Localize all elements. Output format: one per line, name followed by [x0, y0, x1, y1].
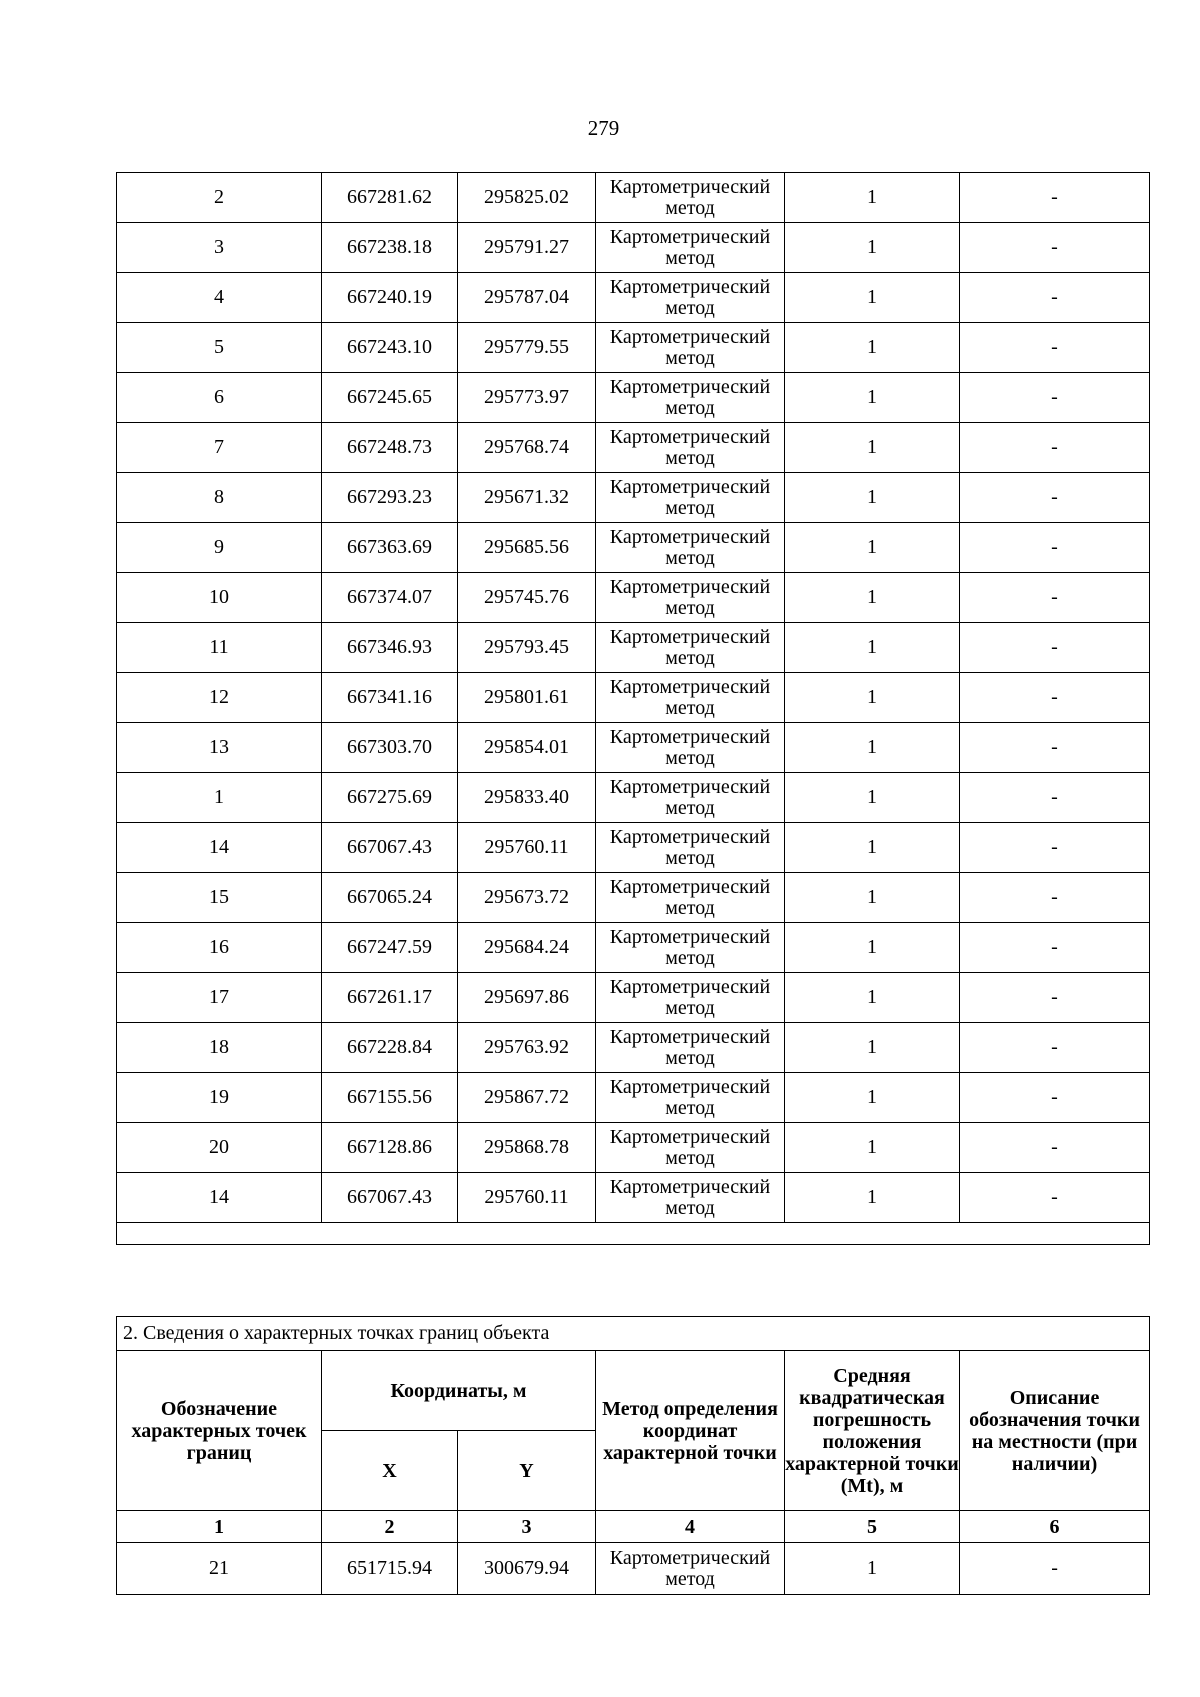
error-cell: 1: [785, 1073, 960, 1123]
description-cell: -: [960, 373, 1150, 423]
method-cell: Картометрический метод: [596, 1173, 785, 1223]
description-cell: -: [960, 873, 1150, 923]
y-coordinate-cell: 295801.61: [458, 673, 596, 723]
table-row: [117, 273, 1150, 323]
error-cell: 1: [785, 673, 960, 723]
table-row: [117, 973, 1150, 1023]
x-coordinate-cell: 667374.07: [322, 573, 458, 623]
error-cell: 1: [785, 1173, 960, 1223]
x-coordinate-cell: 667067.43: [322, 1173, 458, 1223]
table-row: [117, 1023, 1150, 1073]
method-cell: Картометрический метод: [596, 1123, 785, 1173]
header-point-designation: Обозначение характерных точек границ: [117, 1351, 322, 1511]
method-cell: Картометрический метод: [596, 1543, 785, 1595]
table-row: [117, 723, 1150, 773]
method-cell: Картометрический метод: [596, 1073, 785, 1123]
x-coordinate-cell: 667067.43: [322, 823, 458, 873]
table-row: [117, 923, 1150, 973]
x-coordinate-cell: 667275.69: [322, 773, 458, 823]
table-row: [117, 423, 1150, 473]
error-cell: 1: [785, 573, 960, 623]
x-coordinate-cell: 667245.65: [322, 373, 458, 423]
table-row: [117, 473, 1150, 523]
x-coordinate-cell: 667261.17: [322, 973, 458, 1023]
coordinates-table-continuation: [116, 172, 1150, 1245]
column-number: 1: [117, 1511, 322, 1543]
description-cell: -: [960, 423, 1150, 473]
description-cell: -: [960, 1023, 1150, 1073]
point-number-cell: 11: [117, 623, 322, 673]
error-cell: 1: [785, 1023, 960, 1073]
description-cell: -: [960, 173, 1150, 223]
page-number: 279: [587, 116, 620, 140]
point-number-cell: 20: [117, 1123, 322, 1173]
coordinates-table-body: [117, 173, 1150, 1245]
table-row: [117, 1543, 1150, 1595]
description-cell: -: [960, 223, 1150, 273]
boundary-points-table-body: [117, 1543, 1150, 1595]
y-coordinate-cell: 295685.56: [458, 523, 596, 573]
point-number-cell: 16: [117, 923, 322, 973]
x-coordinate-cell: 667128.86: [322, 1123, 458, 1173]
method-cell: Картометрический метод: [596, 873, 785, 923]
x-coordinate-cell: 667065.24: [322, 873, 458, 923]
table-row: [117, 373, 1150, 423]
description-cell: -: [960, 923, 1150, 973]
y-coordinate-cell: 295773.97: [458, 373, 596, 423]
method-cell: Картометрический метод: [596, 923, 785, 973]
point-number-cell: 3: [117, 223, 322, 273]
error-cell: 1: [785, 173, 960, 223]
error-cell: 1: [785, 973, 960, 1023]
y-coordinate-cell: 295854.01: [458, 723, 596, 773]
point-number-cell: 13: [117, 723, 322, 773]
point-number-cell: 14: [117, 1173, 322, 1223]
description-cell: -: [960, 973, 1150, 1023]
error-cell: 1: [785, 323, 960, 373]
error-cell: 1: [785, 773, 960, 823]
y-coordinate-cell: 295793.45: [458, 623, 596, 673]
error-cell: 1: [785, 223, 960, 273]
y-coordinate-cell: 295684.24: [458, 923, 596, 973]
point-number-cell: 17: [117, 973, 322, 1023]
table-row: [117, 523, 1150, 573]
point-number-cell: 15: [117, 873, 322, 923]
column-number: 6: [960, 1511, 1150, 1543]
y-coordinate-cell: 295671.32: [458, 473, 596, 523]
table-row: [117, 1073, 1150, 1123]
column-number: 3: [458, 1511, 596, 1543]
point-number-cell: 19: [117, 1073, 322, 1123]
error-cell: 1: [785, 823, 960, 873]
point-number-cell: 12: [117, 673, 322, 723]
point-number-cell: 5: [117, 323, 322, 373]
error-cell: 1: [785, 423, 960, 473]
method-cell: Картометрический метод: [596, 1023, 785, 1073]
method-cell: Картометрический метод: [596, 673, 785, 723]
column-number: 5: [785, 1511, 960, 1543]
method-cell: Картометрический метод: [596, 473, 785, 523]
header-error: Средняя квадратическая погрешность положения характерной точки (Mt), м: [785, 1351, 960, 1511]
error-cell: 1: [785, 523, 960, 573]
column-number: 2: [322, 1511, 458, 1543]
x-coordinate-cell: 667155.56: [322, 1073, 458, 1123]
description-cell: -: [960, 573, 1150, 623]
y-coordinate-cell: 295763.92: [458, 1023, 596, 1073]
point-number-cell: 14: [117, 823, 322, 873]
method-cell: Картометрический метод: [596, 223, 785, 273]
table-row: [117, 1173, 1150, 1223]
x-coordinate-cell: 667240.19: [322, 273, 458, 323]
boundary-points-table: [116, 1316, 1150, 1595]
table-row: [117, 773, 1150, 823]
table-row: [117, 223, 1150, 273]
description-cell: -: [960, 473, 1150, 523]
header-coordinates: Координаты, м: [322, 1351, 596, 1431]
x-coordinate-cell: 667303.70: [322, 723, 458, 773]
x-coordinate-cell: 651715.94: [322, 1543, 458, 1595]
method-cell: Картометрический метод: [596, 773, 785, 823]
x-coordinate-cell: 667228.84: [322, 1023, 458, 1073]
description-cell: -: [960, 623, 1150, 673]
description-cell: -: [960, 723, 1150, 773]
y-coordinate-cell: 300679.94: [458, 1543, 596, 1595]
point-number-cell: 7: [117, 423, 322, 473]
method-cell: Картометрический метод: [596, 273, 785, 323]
method-cell: Картометрический метод: [596, 173, 785, 223]
y-coordinate-cell: 295697.86: [458, 973, 596, 1023]
x-coordinate-cell: 667341.16: [322, 673, 458, 723]
y-coordinate-cell: 295779.55: [458, 323, 596, 373]
point-number-cell: 21: [117, 1543, 322, 1595]
error-cell: 1: [785, 473, 960, 523]
x-coordinate-cell: 667248.73: [322, 423, 458, 473]
method-cell: Картометрический метод: [596, 573, 785, 623]
error-cell: 1: [785, 873, 960, 923]
description-cell: -: [960, 1173, 1150, 1223]
description-cell: -: [960, 773, 1150, 823]
y-coordinate-cell: 295768.74: [458, 423, 596, 473]
point-number-cell: 8: [117, 473, 322, 523]
section-title: 2. Сведения о характерных точках границ объекта: [117, 1317, 1150, 1351]
point-number-cell: 4: [117, 273, 322, 323]
method-cell: Картометрический метод: [596, 973, 785, 1023]
description-cell: -: [960, 823, 1150, 873]
description-cell: -: [960, 323, 1150, 373]
empty-row: [117, 1223, 1150, 1245]
x-coordinate-cell: 667243.10: [322, 323, 458, 373]
table-row: [117, 323, 1150, 373]
table-row: [117, 623, 1150, 673]
x-coordinate-cell: 667247.59: [322, 923, 458, 973]
error-cell: 1: [785, 1543, 960, 1595]
error-cell: 1: [785, 273, 960, 323]
y-coordinate-cell: 295760.11: [458, 823, 596, 873]
table-row: [117, 173, 1150, 223]
error-cell: 1: [785, 373, 960, 423]
table-row: [117, 873, 1150, 923]
method-cell: Картометрический метод: [596, 423, 785, 473]
description-cell: -: [960, 673, 1150, 723]
header-x: X: [322, 1431, 458, 1511]
method-cell: Картометрический метод: [596, 373, 785, 423]
x-coordinate-cell: 667293.23: [322, 473, 458, 523]
y-coordinate-cell: 295868.78: [458, 1123, 596, 1173]
description-cell: -: [960, 1543, 1150, 1595]
column-number: 4: [596, 1511, 785, 1543]
method-cell: Картометрический метод: [596, 323, 785, 373]
point-number-cell: 9: [117, 523, 322, 573]
y-coordinate-cell: 295745.76: [458, 573, 596, 623]
table-row: [117, 823, 1150, 873]
empty-cell: [117, 1223, 1150, 1245]
y-coordinate-cell: 295760.11: [458, 1173, 596, 1223]
x-coordinate-cell: 667281.62: [322, 173, 458, 223]
method-cell: Картометрический метод: [596, 723, 785, 773]
description-cell: -: [960, 273, 1150, 323]
table-row: [117, 1123, 1150, 1173]
method-cell: Картометрический метод: [596, 523, 785, 573]
y-coordinate-cell: 295787.04: [458, 273, 596, 323]
point-number-cell: 18: [117, 1023, 322, 1073]
error-cell: 1: [785, 923, 960, 973]
y-coordinate-cell: 295825.02: [458, 173, 596, 223]
description-cell: -: [960, 1123, 1150, 1173]
header-method: Метод определения координат характерной точки: [596, 1351, 785, 1511]
header-y: Y: [458, 1431, 596, 1511]
point-number-cell: 10: [117, 573, 322, 623]
table-row: [117, 673, 1150, 723]
method-cell: Картометрический метод: [596, 623, 785, 673]
header-description: Описание обозначения точки на местности (при наличии): [960, 1351, 1150, 1511]
point-number-cell: 2: [117, 173, 322, 223]
point-number-cell: 6: [117, 373, 322, 423]
y-coordinate-cell: 295833.40: [458, 773, 596, 823]
x-coordinate-cell: 667363.69: [322, 523, 458, 573]
y-coordinate-cell: 295673.72: [458, 873, 596, 923]
error-cell: 1: [785, 623, 960, 673]
error-cell: 1: [785, 723, 960, 773]
method-cell: Картометрический метод: [596, 823, 785, 873]
error-cell: 1: [785, 1123, 960, 1173]
point-number-cell: 1: [117, 773, 322, 823]
x-coordinate-cell: 667238.18: [322, 223, 458, 273]
description-cell: -: [960, 1073, 1150, 1123]
description-cell: -: [960, 523, 1150, 573]
y-coordinate-cell: 295791.27: [458, 223, 596, 273]
y-coordinate-cell: 295867.72: [458, 1073, 596, 1123]
x-coordinate-cell: 667346.93: [322, 623, 458, 673]
table-row: [117, 573, 1150, 623]
